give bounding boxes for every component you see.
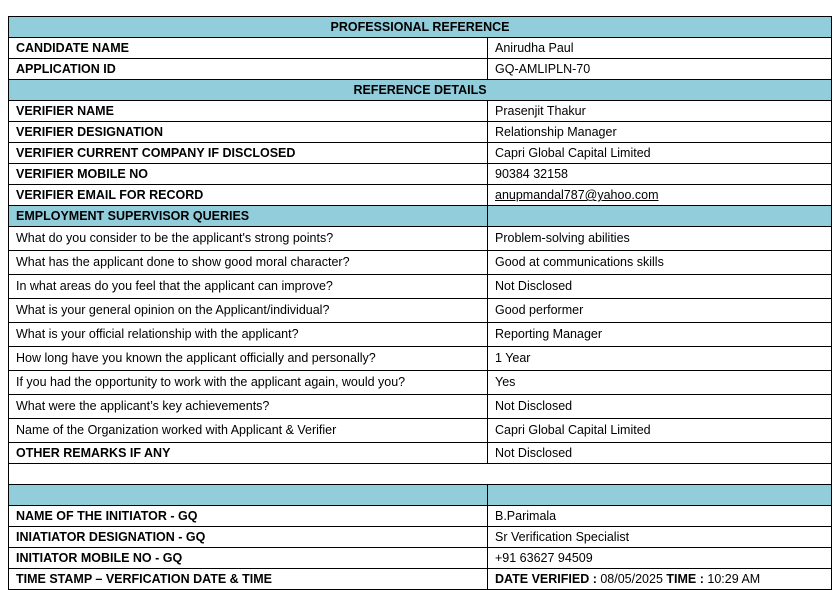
query-question: How long have you known the applicant officially and personally?	[9, 347, 488, 371]
timestamp-label: TIME STAMP – VERFICATION DATE & TIME	[9, 569, 488, 590]
initiator-mobile-value: +91 63627 94509	[488, 548, 832, 569]
initiator-header-blank	[9, 485, 488, 506]
table-row	[9, 101, 832, 122]
query-row	[9, 299, 832, 323]
candidate-name-value: Anirudha Paul	[488, 38, 832, 59]
table-row	[9, 59, 832, 80]
verifier-email-cell	[488, 185, 832, 206]
queries-title-blank	[488, 206, 832, 227]
application-id-label: APPLICATION ID	[9, 59, 488, 80]
table-row	[9, 38, 832, 59]
query-answer: 1 Year	[488, 347, 832, 371]
table-row	[9, 185, 832, 206]
other-remarks-value: Not Disclosed	[488, 443, 832, 464]
verifier-company-value: Capri Global Capital Limited	[488, 143, 832, 164]
initiator-name-label: NAME OF THE INITIATOR - GQ	[9, 506, 488, 527]
table-row	[9, 122, 832, 143]
query-question: Name of the Organization worked with Applicant & Verifier	[9, 419, 488, 443]
queries-title: EMPLOYMENT SUPERVISOR QUERIES	[9, 206, 488, 227]
title-row	[9, 17, 832, 38]
verifier-mobile-label: VERIFIER MOBILE NO	[9, 164, 488, 185]
verifier-company-label: VERIFIER CURRENT COMPANY IF DISCLOSED	[9, 143, 488, 164]
query-row	[9, 275, 832, 299]
reference-details-title: REFERENCE DETAILS	[9, 80, 832, 101]
table-row	[9, 443, 832, 464]
professional-reference-table	[8, 16, 832, 590]
form-title: PROFESSIONAL REFERENCE	[9, 17, 832, 38]
blank-row	[9, 464, 832, 485]
query-question: What has the applicant done to show good moral character?	[9, 251, 488, 275]
verifier-email-link[interactable]: anupmandal787@yahoo.com	[495, 188, 659, 202]
query-question: If you had the opportunity to work with the applicant again, would you?	[9, 371, 488, 395]
initiator-header-blank	[488, 485, 832, 506]
initiator-designation-label: INIATIATOR DESIGNATION - GQ	[9, 527, 488, 548]
initiator-header-row	[9, 485, 832, 506]
query-answer: Good performer	[488, 299, 832, 323]
query-question: In what areas do you feel that the applicant can improve?	[9, 275, 488, 299]
query-row	[9, 227, 832, 251]
time-value: 10:29 AM	[707, 572, 761, 586]
query-answer: Problem-solving abilities	[488, 227, 832, 251]
query-answer: Good at communications skills	[488, 251, 832, 275]
table-row	[9, 569, 832, 590]
table-row	[9, 164, 832, 185]
initiator-mobile-label: INITIATOR MOBILE NO - GQ	[9, 548, 488, 569]
query-row	[9, 323, 832, 347]
verifier-designation-label: VERIFIER DESIGNATION	[9, 122, 488, 143]
table-row	[9, 143, 832, 164]
verifier-designation-value: Relationship Manager	[488, 122, 832, 143]
other-remarks-label: OTHER REMARKS IF ANY	[9, 443, 488, 464]
table-row	[9, 527, 832, 548]
table-row	[9, 548, 832, 569]
query-question: What is your official relationship with the applicant?	[9, 323, 488, 347]
query-answer: Yes	[488, 371, 832, 395]
query-answer: Not Disclosed	[488, 275, 832, 299]
date-verified-value: 08/05/2025	[600, 572, 663, 586]
section-header-row	[9, 80, 832, 101]
initiator-designation-value: Sr Verification Specialist	[488, 527, 832, 548]
query-row	[9, 371, 832, 395]
application-id-value: GQ-AMLIPLN-70	[488, 59, 832, 80]
query-answer: Not Disclosed	[488, 395, 832, 419]
query-answer: Capri Global Capital Limited	[488, 419, 832, 443]
candidate-name-label: CANDIDATE NAME	[9, 38, 488, 59]
table-row	[9, 506, 832, 527]
query-row	[9, 347, 832, 371]
query-question: What do you consider to be the applicant's strong points?	[9, 227, 488, 251]
verifier-email-label: VERIFIER EMAIL FOR RECORD	[9, 185, 488, 206]
query-row	[9, 251, 832, 275]
verifier-mobile-value: 90384 32158	[488, 164, 832, 185]
timestamp-value	[488, 569, 832, 590]
verifier-name-label: VERIFIER NAME	[9, 101, 488, 122]
query-answer: Reporting Manager	[488, 323, 832, 347]
query-row	[9, 395, 832, 419]
query-row	[9, 419, 832, 443]
time-label: TIME :	[666, 572, 704, 586]
blank-cell	[9, 464, 832, 485]
verifier-name-value: Prasenjit Thakur	[488, 101, 832, 122]
section-header-row	[9, 206, 832, 227]
query-question: What were the applicant’s key achievements?	[9, 395, 488, 419]
query-question: What is your general opinion on the Applicant/individual?	[9, 299, 488, 323]
initiator-name-value: B.Parimala	[488, 506, 832, 527]
date-verified-label: DATE VERIFIED :	[495, 572, 597, 586]
